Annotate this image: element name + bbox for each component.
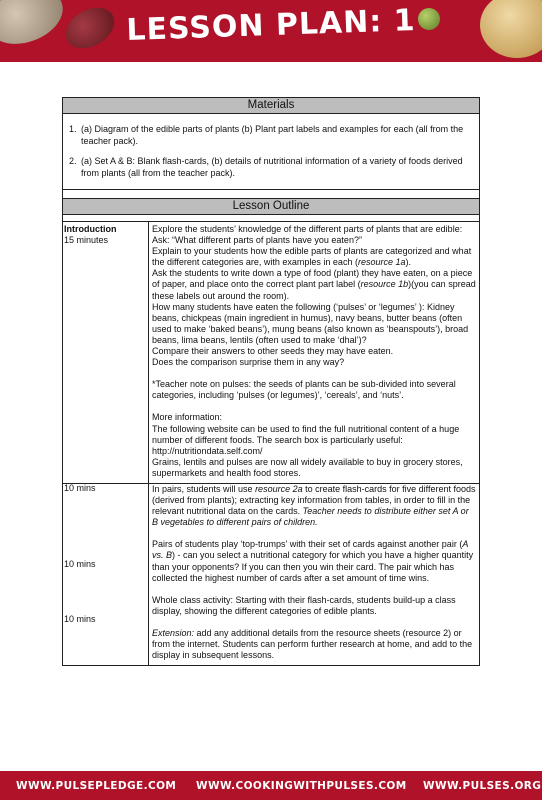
intro-text: Ask: “What different parts of plants have you eaten?” bbox=[152, 235, 362, 246]
intro-text: The following website can be used to find the full nutritional content of a huge number of different foods. The search box is particularly useful: http://nutritiondata.self.com/ bbox=[152, 423, 460, 456]
time-column bbox=[63, 222, 149, 483]
introduction-description bbox=[149, 222, 479, 483]
item-text: (a) Set A & B: Blank flash-cards, (b) details of nutritional information of a variety of foods derived from plants (all from the teacher pack). bbox=[81, 156, 463, 178]
section-gap bbox=[63, 190, 479, 199]
materials-item bbox=[69, 124, 473, 147]
lesson-table bbox=[62, 97, 480, 666]
activities-row bbox=[63, 484, 479, 665]
activity-text: In pairs, students will use resource 2a to create flash-cards for five different foods (derived from plants); extracting key information from tables, in order to fill in the relevant nutritional data on the cards. Teacher needs to distribute either set A or B vegetables to different pairs of children. bbox=[152, 483, 476, 528]
materials-heading: Materials bbox=[63, 98, 479, 114]
page-title: LESSON PLAN: 1 bbox=[125, 2, 417, 49]
teacher-note: *Teacher note on pulses: the seeds of plants can be sub-divided into several categories, including ‘pulses (or legumes)’, ‘cereals’, and ‘nuts’. bbox=[152, 379, 456, 401]
materials-section bbox=[63, 114, 479, 190]
activity-duration: 10 mins bbox=[64, 613, 96, 624]
footer-link-pulses[interactable]: WWW.PULSES.ORG bbox=[423, 780, 542, 792]
lesson-outline-heading: Lesson Outline bbox=[63, 199, 479, 215]
activity-duration: 10 mins bbox=[64, 558, 96, 569]
intro-text: Explore the students’ knowledge of the different parts of plants that are edible: bbox=[152, 224, 463, 234]
activity-text: Extension: add any additional details from the resource sheets (resource 2) or from the internet. Students can perform further research at home, and add to the display in subsequent lessons. bbox=[152, 627, 473, 661]
activity-text: Whole class activity: Starting with their flash-cards, students build-up a class display, showing the different categories of edible plants. bbox=[152, 594, 456, 616]
intro-text: Grains, lentils and pulses are now all widely available to buy in grocery stores, supermarkets and health food stores. bbox=[152, 456, 463, 478]
introduction-duration: 15 minutes bbox=[64, 235, 109, 246]
intro-text: Compare their answers to other seeds they may have eaten. bbox=[152, 346, 394, 357]
section-spacer bbox=[63, 215, 479, 222]
activity-duration: 10 mins bbox=[64, 482, 96, 493]
time-column bbox=[63, 484, 149, 665]
footer-link-cookingwithpulses[interactable]: WWW.COOKINGWITHPULSES.COM bbox=[196, 780, 407, 792]
activity-text: Pairs of students play ‘top-trumps’ with their set of cards against another pair (A vs. B) - can you select a nutritional category for which you have a higher quantity than your opponents? If you can then you win their card. The pair which has collected the highest number of cards after a set amount of time wins. bbox=[152, 539, 474, 583]
item-number: 1. bbox=[69, 124, 77, 134]
intro-text: Does the comparison surprise them in any way? bbox=[152, 357, 345, 368]
materials-list bbox=[69, 124, 473, 179]
introduction-row bbox=[63, 222, 479, 484]
item-number: 2. bbox=[69, 156, 77, 166]
footer-link-pulsepledge[interactable]: WWW.PULSEPLEDGE.COM bbox=[16, 780, 177, 792]
intro-text: Explain to your students how the edible parts of plants are categorized and what the different categories are, with examples in each (resource 1a). bbox=[152, 246, 472, 268]
introduction-label: Introduction bbox=[64, 224, 117, 234]
materials-item bbox=[69, 156, 473, 179]
activities-description bbox=[149, 484, 479, 665]
intro-text: More information: bbox=[152, 412, 223, 423]
intro-text: Ask the students to write down a type of food (plant) they have eaten, on a piece of paper, and place onto the correct plant part label (resource 1b)(you can spread these labels out around the room). bbox=[152, 268, 476, 301]
header-banner bbox=[0, 0, 542, 62]
footer-banner bbox=[0, 771, 542, 800]
item-text: (a) Diagram of the edible parts of plants (b) Plant part labels and examples for each (all from the teacher pack). bbox=[81, 124, 464, 146]
intro-text: How many students have eaten the following (‘pulses’ or ‘legumes’ ): Kidney beans, chickpeas (main ingredient in humus), navy beans, butter beans (often used to make ‘baked beans’), mung beans (also known as ‘beanspouts’), broad beans, lima beans, lentils (often used to make ‘dhal’)? bbox=[152, 301, 469, 345]
